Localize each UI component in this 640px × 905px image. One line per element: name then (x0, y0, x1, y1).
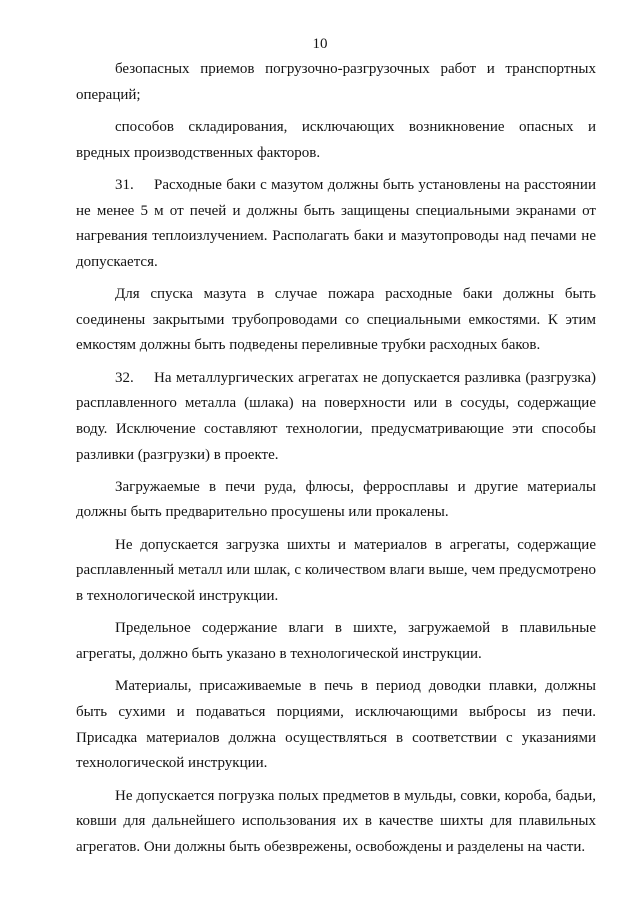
paragraph-text: Для спуска мазута в случае пожара расходные баки должны быть соединены закрытыми трубопроводами со специальными емкостями. К этим емкостям должны быть подведены переливные трубки расходных баков. (76, 286, 596, 354)
paragraph (76, 616, 596, 667)
paragraph-text: Загружаемые в печи руда, флюсы, ферросплавы и другие материалы должны быть предварительно просушены или прокалены. (76, 478, 596, 521)
paragraph (76, 533, 596, 610)
paragraph (76, 115, 596, 166)
paragraph (76, 57, 596, 108)
page-number: 10 (312, 36, 328, 52)
paragraph-text: Не допускается загрузка шихты и материалов в агрегаты, содержащие расплавленный металл или шлак, с количеством влаги выше, чем предусмотрено в технологической инструкции. (76, 536, 596, 605)
paragraph (76, 282, 596, 359)
numbered-paragraph (76, 173, 596, 275)
paragraph-number: 31. (115, 176, 134, 193)
paragraph-text: Расходные баки с мазутом должны быть установлены на расстоянии не менее 5 м от печей и должны быть защищены специальными экранами от нагревания теплоизлучением. Располагать баки и мазутопроводы над печами не допускается. (76, 176, 596, 270)
paragraph-text: Не допускается погрузка полых предметов в мульды, совки, короба, бадьи, ковши для дальнейшего использования их в качестве шихты для плавильных агрегатов. Они должны быть обезврежены, освобождены и разделены на части. (76, 787, 596, 855)
paragraph (76, 784, 596, 861)
numbered-paragraph (76, 366, 596, 468)
paragraph (76, 674, 596, 776)
paragraph-number: 32. (115, 369, 134, 386)
document-body (76, 57, 596, 867)
paragraph-text: Материалы, присаживаемые в печь в период доводки плавки, должны быть сухими и подаваться порциями, исключающими выбросы из печи. Присадка материалов должна осуществляться в соответствии с указаниями технологической инструкции. (76, 678, 596, 772)
paragraph-text: способов складирования, исключающих возникновение опасных и вредных производственных факторов. (76, 118, 596, 161)
paragraph-text: На металлургических агрегатах не допускается разливка (разгрузка) расплавленного металла (шлака) на поверхности или в сосуды, содержащие воду. Исключение составляют технологии, предусматривающие эти способы разливки (разгрузки) в проекте. (76, 369, 596, 463)
paragraph-text: Предельное содержание влаги в шихте, загружаемой в плавильные агрегаты, должно быть указано в технологической инструкции. (76, 620, 596, 663)
paragraph (76, 475, 596, 526)
paragraph-text: безопасных приемов погрузочно-разгрузочных работ и транспортных операций; (76, 61, 596, 103)
